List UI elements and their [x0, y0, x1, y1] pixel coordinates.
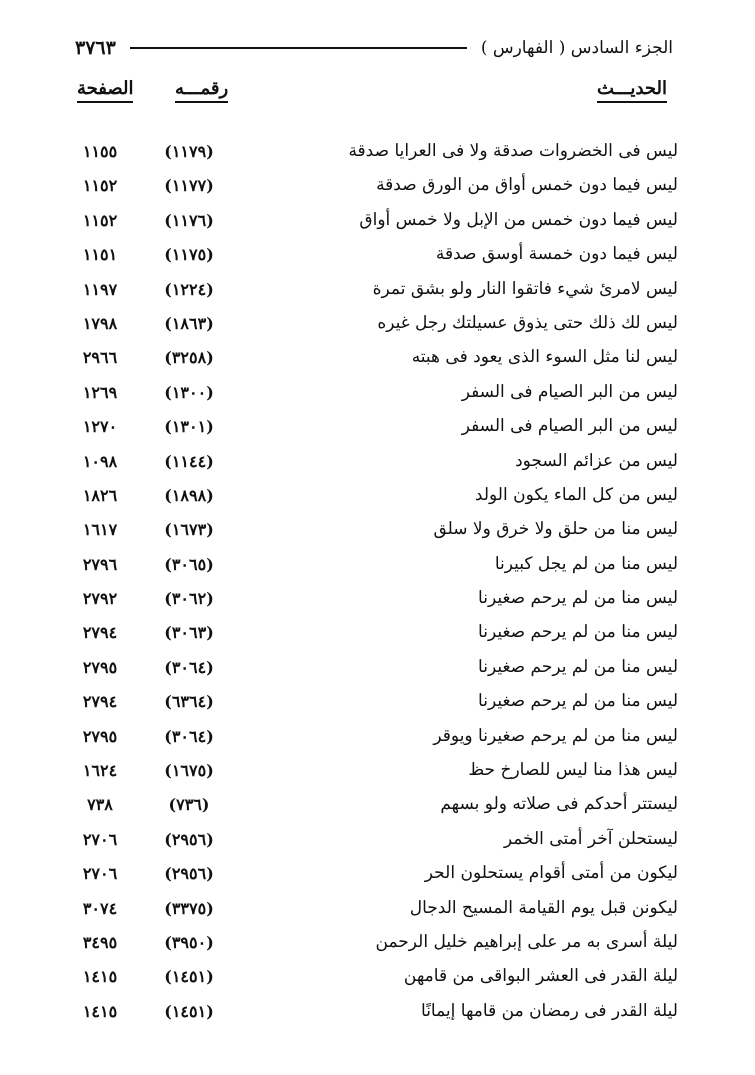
hadith-number: (٣٠٦٣) — [164, 623, 214, 643]
page-ref: ٢٧٠٦ — [82, 829, 118, 849]
hadith-number: (٣٩٥٠) — [164, 932, 214, 952]
hadith-number: (١٦٧٣) — [164, 520, 214, 540]
hadith-number: (١٨٦٣) — [164, 313, 214, 333]
volume-title: الجزء السادس ( الفهارس ) — [480, 38, 673, 58]
hadith-text: ليستحلن آخر أمتى الخمر — [503, 828, 678, 849]
hadith-text: ليس منا من لم يجل كبيرنا — [494, 553, 678, 574]
index-row — [0, 240, 755, 274]
page-ref: ١٨٢٦ — [82, 485, 118, 505]
hadith-text: ليس من كل الماء يكون الولد — [474, 484, 678, 505]
index-row — [0, 962, 755, 996]
page-ref: ٢٩٦٦ — [82, 348, 118, 368]
index-row — [0, 343, 755, 377]
hadith-number: (١٢٢٤) — [164, 279, 214, 299]
hadith-number: (٦٣٦٤) — [164, 692, 214, 712]
column-header-hadith: الحديـــث — [597, 78, 667, 103]
hadith-text: ليكون من أمتى أقوام يستحلون الحر — [424, 863, 678, 884]
index-row — [0, 894, 755, 928]
page-ref: ٣٠٧٤ — [82, 898, 118, 918]
column-header-page: الصفحة — [77, 78, 133, 103]
index-row — [0, 378, 755, 412]
hadith-text: ليس لك ذلك حتى يذوق عسيلتك رجل غيره — [377, 312, 678, 333]
hadith-number: (١١٧٥) — [164, 245, 214, 265]
hadith-text: ليس فى الخضروات صدقة ولا فى العرايا صدقة — [348, 141, 678, 161]
hadith-number: (٣٠٦٢) — [164, 589, 214, 609]
page-ref: ١١٥١ — [82, 245, 118, 265]
hadith-number: (١٣٠١) — [164, 417, 214, 437]
hadith-text: ليكونن قبل يوم القيامة المسيح الدجال — [409, 897, 678, 918]
page-ref: ١١٥٢ — [82, 176, 118, 196]
hadith-text: ليس من عزائم السجود — [515, 450, 678, 471]
hadith-number: (٢٩٥٦) — [164, 864, 214, 884]
hadith-number: (١٤٥١) — [164, 1001, 214, 1021]
hadith-text: ليس منا من لم يرحم صغيرنا — [478, 691, 678, 712]
hadith-number: (١٨٩٨) — [164, 485, 214, 505]
index-row — [0, 412, 755, 446]
hadith-text: ليس منا من لم يرحم صغيرنا — [478, 656, 678, 677]
page-number: ٣٧٦٣ — [75, 37, 116, 59]
hadith-number: (١١٧٧) — [164, 176, 214, 196]
hadith-text: ليس منا من لم يرحم صغيرنا — [478, 588, 678, 609]
hadith-number: (٢٩٥٦) — [164, 829, 214, 849]
page-ref: ٢٧٩٦ — [82, 554, 118, 574]
index-list — [0, 137, 755, 1031]
hadith-text: ليس لنا مثل السوء الذى يعود فى هبته — [411, 347, 678, 368]
page-ref: ١٤١٥ — [82, 1001, 118, 1021]
index-row — [0, 618, 755, 652]
index-row — [0, 137, 755, 171]
index-row — [0, 687, 755, 721]
index-row — [0, 825, 755, 859]
page-ref: ٢٧٩٢ — [82, 589, 118, 609]
page-ref: ١٦١٧ — [82, 520, 118, 540]
page-ref: ١١٥٥ — [82, 142, 118, 161]
running-head — [75, 34, 673, 62]
page-ref: ٢٧٩٥ — [82, 657, 118, 677]
hadith-number: (١٦٧٥) — [164, 761, 214, 781]
hadith-text: ليس فيما دون خمس أواق من الورق صدقة — [376, 175, 678, 196]
index-row — [0, 171, 755, 205]
page-ref: ٢٧٩٥ — [82, 726, 118, 746]
hadith-text: ليس لامرئ شيء فاتقوا النار ولو بشق تمرة — [372, 278, 678, 299]
hadith-text: ليس هذا منا ليس للصارخ حظ — [468, 760, 678, 781]
index-row — [0, 206, 755, 240]
hadith-text: ليستتر أحدكم فى صلاته ولو بسهم — [440, 794, 678, 815]
hadith-number: (٣٢٥٨) — [164, 348, 214, 368]
page-ref: ٣٤٩٥ — [82, 932, 118, 952]
index-row — [0, 790, 755, 824]
column-headers — [0, 78, 755, 112]
index-row — [0, 653, 755, 687]
page-ref: ١٧٩٨ — [82, 313, 118, 333]
index-row — [0, 997, 755, 1031]
index-row — [0, 515, 755, 549]
page-ref: ٧٣٨ — [87, 795, 113, 815]
page-ref: ٢٧٠٦ — [82, 864, 118, 884]
hadith-number: (٣٠٦٥) — [164, 554, 214, 574]
hadith-text: ليلة القدر فى رمضان من قامها إيمانًا — [421, 1000, 678, 1021]
page-ref: ١٢٦٩ — [82, 382, 118, 402]
hadith-number: (١١٧٦) — [164, 210, 214, 230]
hadith-number: (٣٠٦٤) — [164, 726, 214, 746]
hadith-text: ليلة أسرى به مر على إبراهيم خليل الرحمن — [375, 931, 678, 952]
hadith-number: (٣٠٦٤) — [164, 657, 214, 677]
index-row — [0, 756, 755, 790]
index-row — [0, 859, 755, 893]
index-row — [0, 275, 755, 309]
hadith-text: ليس منا من حلق ولا خرق ولا سلق — [433, 519, 678, 540]
index-row — [0, 481, 755, 515]
header-rule — [130, 47, 467, 49]
hadith-number: (٧٣٦) — [168, 795, 210, 815]
index-row — [0, 584, 755, 618]
page-ref: ٢٧٩٤ — [82, 623, 118, 643]
hadith-text: ليلة القدر فى العشر البواقى من قامهن — [403, 966, 678, 987]
index-row — [0, 550, 755, 584]
page-ref: ١٢٧٠ — [82, 417, 118, 437]
page-ref: ١١٥٢ — [82, 210, 118, 230]
index-row — [0, 928, 755, 962]
index-row — [0, 447, 755, 481]
hadith-text: ليس فيما دون خمس من الإبل ولا خمس أواق — [359, 209, 678, 230]
page-ref: ١٦٢٤ — [82, 761, 118, 781]
hadith-text: ليس من البر الصيام فى السفر — [461, 416, 678, 437]
index-row — [0, 309, 755, 343]
hadith-number: (١٣٠٠) — [164, 382, 214, 402]
hadith-text: ليس فيما دون خمسة أوسق صدقة — [435, 244, 678, 265]
hadith-number: (١١٤٤) — [164, 451, 214, 471]
page-ref: ١٤١٥ — [82, 967, 118, 987]
page-ref: ١١٩٧ — [82, 279, 118, 299]
hadith-text: ليس من البر الصيام فى السفر — [461, 381, 678, 402]
index-row — [0, 722, 755, 756]
hadith-text: ليس منا من لم يرحم صغيرنا ويوقر — [433, 725, 678, 746]
hadith-text: ليس منا من لم يرحم صغيرنا — [478, 622, 678, 643]
page-ref: ٢٧٩٤ — [82, 692, 118, 712]
column-header-number: رقمـــه — [175, 78, 228, 103]
hadith-number: (١١٧٩) — [164, 142, 214, 161]
hadith-number: (١٤٥١) — [164, 967, 214, 987]
page-ref: ١٠٩٨ — [82, 451, 118, 471]
hadith-number: (٣٣٧٥) — [164, 898, 214, 918]
